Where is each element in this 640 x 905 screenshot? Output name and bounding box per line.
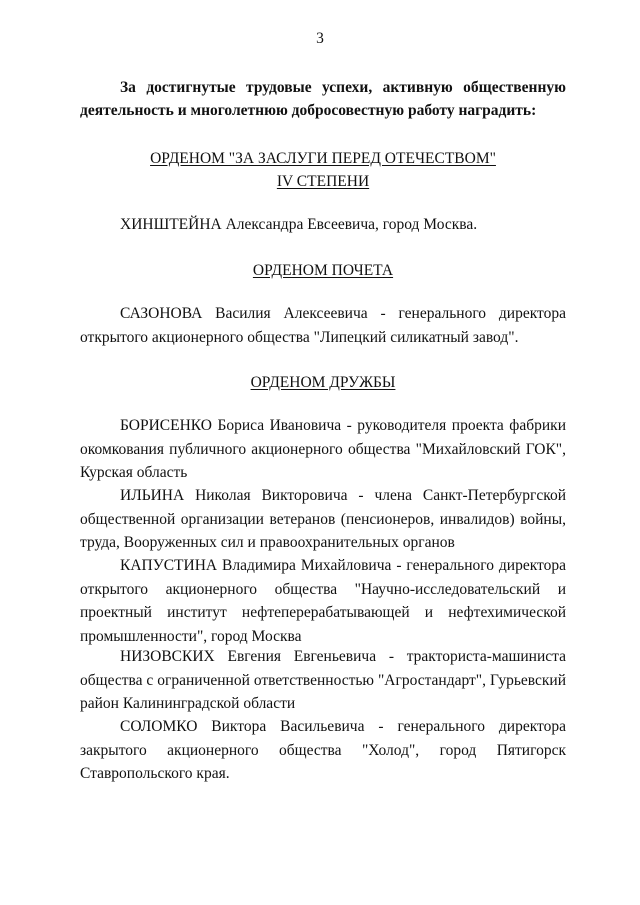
awardee-paragraph: БОРИСЕНКО Бориса Ивановича - руководителя проекта фабрики окомкования публичного акционерного общества "Михайловский ГОК", Курская область [80, 417, 566, 481]
heading-order-merit [80, 147, 566, 193]
heading-order-honor-label: ОРДЕНОМ ПОЧЕТА [252, 262, 394, 279]
heading-order-merit-line1: ОРДЕНОМ "ЗА ЗАСЛУГИ ПЕРЕД ОТЕЧЕСТВОМ" [150, 150, 496, 167]
heading-order-friendship [80, 371, 566, 394]
awardee-paragraph: ИЛЬИНА Николая Викторовича - члена Санкт-Петербургской общественной организации ветеранов (пенсионеров, инвалидов) войны, труда, Вооруженных сил и правоохранительных органов [80, 487, 566, 551]
heading-order-merit-line2: IV СТЕПЕНИ [276, 173, 370, 190]
page-number: 3 [316, 30, 324, 47]
awardee-paragraph: НИЗОВСКИХ Евгения Евгеньевича - тракториста-машиниста общества с ограниченной ответственностью "Агростандарт", Гурьевский район Калининградской области [80, 648, 566, 712]
award-intro: За достигнутые трудовые успехи, активную общественную деятельность и многолетнюю добросовестную работу наградить: [80, 79, 566, 119]
awardee-paragraph: ХИНШТЕЙНА Александра Евсеевича, город Москва. [120, 216, 478, 233]
heading-order-honor [80, 259, 566, 282]
awardee-paragraph: САЗОНОВА Василия Алексеевича - генерального директора открытого акционерного общества "Липецкий силикатный завод". [80, 305, 566, 346]
heading-order-friendship-label: ОРДЕНОМ ДРУЖБЫ [250, 374, 396, 391]
awardee-paragraph: СОЛОМКО Виктора Васильевича - генерального директора закрытого акционерного общества "Холод", город Пятигорск Ставропольского края. [80, 718, 566, 782]
awardee-paragraph: КАПУСТИНА Владимира Михайловича - генерального директора открытого акционерного общества "Научно-исследовательский и проектный институт нефтеперерабатывающей и нефтехимической промышленности", город Москва [80, 557, 566, 645]
